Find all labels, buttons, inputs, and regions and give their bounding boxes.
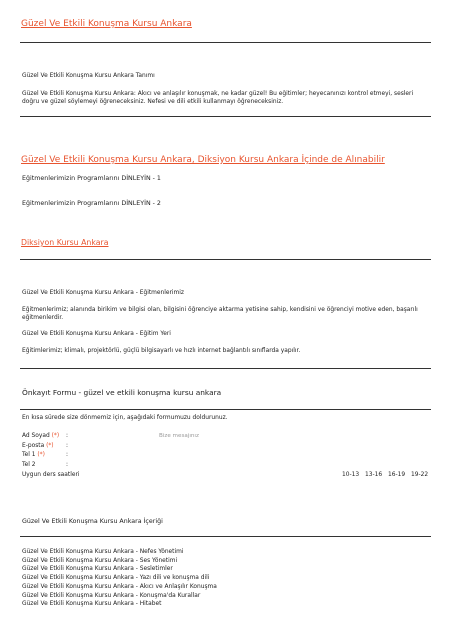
venue-text: Eğitimlerimiz; klimalı, projektörlü, güçlü bilgisayarlı ve hızlı internet bağlantılı sınıflarda yapılır. [22,348,301,354]
program-link-1[interactable]: Eğitmenlerimizin Programlarını DİNLEYİN - 1 [22,175,161,182]
contents-heading: Güzel Ve Etkili Konuşma Kursu Ankara İçeriği [22,518,163,525]
field-email-row[interactable] [22,442,142,452]
list-item: Güzel Ve Etkili Konuşma Kursu Ankara - Yazı dili ve konuşma dili [22,575,210,582]
field-tel1-row[interactable] [22,451,142,461]
form-fields [22,432,142,470]
form-title: Önkayıt Formu - güzel ve etkili konuşma kursu ankara [22,388,222,397]
divider [20,42,431,43]
divider [20,536,431,537]
list-item: Güzel Ve Etkili Konuşma Kursu Ankara - Sesletimler [22,566,173,573]
field-label: Tel 2 [22,461,36,468]
hours-options [342,471,428,479]
required-mark: (*) [46,442,54,449]
field-label: E-posta [22,442,45,449]
divider [20,259,431,260]
diksiyon-section-link[interactable]: Güzel Ve Etkili Konuşma Kursu Ankara, Diksiyon Kursu Ankara İçinde de Alınabilir [21,155,385,165]
field-separator: : [66,452,68,458]
field-separator: : [66,433,68,439]
message-textarea[interactable]: Bize mesajınız [159,433,199,439]
required-mark: (*) [37,452,45,458]
intro-text: Güzel Ve Etkili Konuşma Kursu Ankara: Akıcı ve anlaşılır konuşmak, ne kadar güzel! Bu eğitimler; heyecanınızı kontrol etmeyi, sesleri doğru ve güzel söylemeyi öğreneceksiniz. Nefesi ve dili etkili kullanmayı öğreneceksiniz. [22,91,414,106]
intro-heading: Güzel Ve Etkili Konuşma Kursu Ankara Tanımı [22,73,155,79]
instructors-text: Eğitmenlerimiz; alanında birikim ve bilgisi olan, bilgisini öğrenciye aktarma yetisine sahip, kendisini ve öğrenciyi motive eden, başarılı eğitmenlerdir. [22,307,418,322]
instructors-heading: Güzel Ve Etkili Konuşma Kursu Ankara - Eğitmenlerimiz [22,290,185,296]
diksiyon-kursu-link[interactable]: Diksiyon Kursu Ankara [21,238,109,247]
hours-option-13-16[interactable]: 13-16 [365,472,383,478]
field-label: Tel 1 [22,452,36,458]
field-separator: : [66,442,68,449]
required-mark: (*) [51,433,60,439]
contents-list [22,548,217,609]
hours-option-10-13[interactable]: 10-13 [342,472,360,478]
form-subtitle: En kısa sürede size dönmemiz için, aşağıdaki formumuzu doldurunuz. [22,415,228,421]
venue-heading: Güzel Ve Etkili Konuşma Kursu Ankara - Eğitim Yeri [22,331,171,337]
field-separator: : [66,461,68,468]
field-name-row[interactable] [22,432,142,442]
hours-label: Uygun ders saatleri [22,472,80,478]
page-title-link[interactable]: Güzel Ve Etkili Konuşma Kursu Ankara [21,19,192,29]
list-item: Güzel Ve Etkili Konuşma Kursu Ankara - Ses Yönetimi [22,557,178,564]
field-label: Ad Soyad [22,433,50,439]
list-item: Güzel Ve Etkili Konuşma Kursu Ankara - Hitabet [22,601,162,608]
list-item: Güzel Ve Etkili Konuşma Kursu Ankara - Konuşma'da Kurallar [22,592,201,599]
divider [20,116,431,117]
program-link-2[interactable]: Eğitmenlerimizin Programlarını DİNLEYİN - 2 [22,200,161,207]
field-tel2-row[interactable] [22,461,142,471]
hours-option-16-19[interactable]: 16-19 [388,472,406,478]
divider [20,368,431,369]
divider [20,409,431,410]
list-item: Güzel Ve Etkili Konuşma Kursu Ankara - Akıcı ve Anlaşılır Konuşma [22,583,217,590]
list-item: Güzel Ve Etkili Konuşma Kursu Ankara - Nefes Yönetimi [22,549,184,555]
hours-option-19-22[interactable]: 19-22 [411,472,429,478]
